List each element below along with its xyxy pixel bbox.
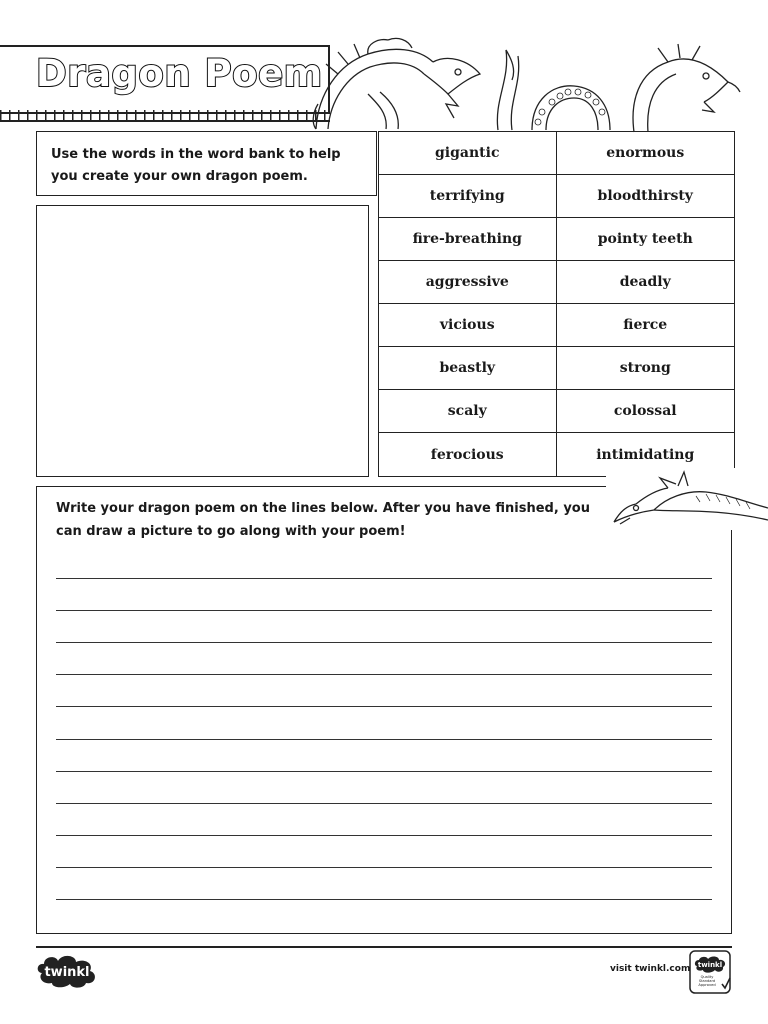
writing-line[interactable] xyxy=(56,835,712,836)
twinkl-logo xyxy=(36,953,98,989)
word-bank-cell: gigantic xyxy=(379,132,557,175)
writing-line[interactable] xyxy=(56,739,712,740)
word-bank-cell: bloodthirsty xyxy=(557,175,735,218)
writing-line[interactable] xyxy=(56,899,712,900)
page-title: Dragon Poem xyxy=(36,52,323,95)
writing-line[interactable] xyxy=(56,771,712,772)
writing-line[interactable] xyxy=(56,642,712,643)
instructions-box: Use the words in the word bank to help you create your own dragon poem. xyxy=(36,131,377,196)
drawing-area[interactable] xyxy=(36,205,369,477)
word-bank-cell: enormous xyxy=(557,132,735,175)
word-bank-cell: fierce xyxy=(557,304,735,347)
word-bank-cell: scaly xyxy=(379,390,557,433)
word-bank xyxy=(378,131,735,477)
badge-logo-text: twinkl xyxy=(697,961,723,969)
word-bank-cell: terrifying xyxy=(379,175,557,218)
word-bank-cell: intimidating xyxy=(596,446,695,463)
writing-line[interactable] xyxy=(56,674,712,675)
badge-caption: Quality Standard Approved xyxy=(698,975,716,988)
writing-line[interactable] xyxy=(56,578,712,579)
writing-line[interactable] xyxy=(56,706,712,707)
dragon-head-illustration xyxy=(308,34,488,134)
dragon-flying-illustration xyxy=(606,468,768,530)
word-bank-cell: vicious xyxy=(379,304,557,347)
word-bank-cell: fire-breathing xyxy=(379,218,557,261)
poem-instructions: Write your dragon poem on the lines below. After you have finished, you can draw a picture to go along with your poem! xyxy=(56,501,590,539)
quality-standard-badge xyxy=(689,950,731,994)
writing-line[interactable] xyxy=(56,610,712,611)
word-bank-cell: deadly xyxy=(557,261,735,304)
writing-line[interactable] xyxy=(56,867,712,868)
word-bank-cell: beastly xyxy=(379,347,557,390)
word-bank-cell: aggressive xyxy=(379,261,557,304)
word-bank-cell: ferocious xyxy=(379,433,557,476)
word-bank-cell: colossal xyxy=(557,390,735,433)
visit-link[interactable]: visit twinkl.com xyxy=(610,964,691,974)
ruler-strip xyxy=(0,110,330,122)
word-bank-cell: pointy teeth xyxy=(557,218,735,261)
writing-line[interactable] xyxy=(56,803,712,804)
dragon-head-right-illustration xyxy=(628,42,743,134)
dragon-body-illustration xyxy=(492,40,622,132)
twinkl-logo-text: twinkl xyxy=(44,965,90,980)
word-bank-cell: strong xyxy=(557,347,735,390)
footer-divider xyxy=(36,946,732,948)
